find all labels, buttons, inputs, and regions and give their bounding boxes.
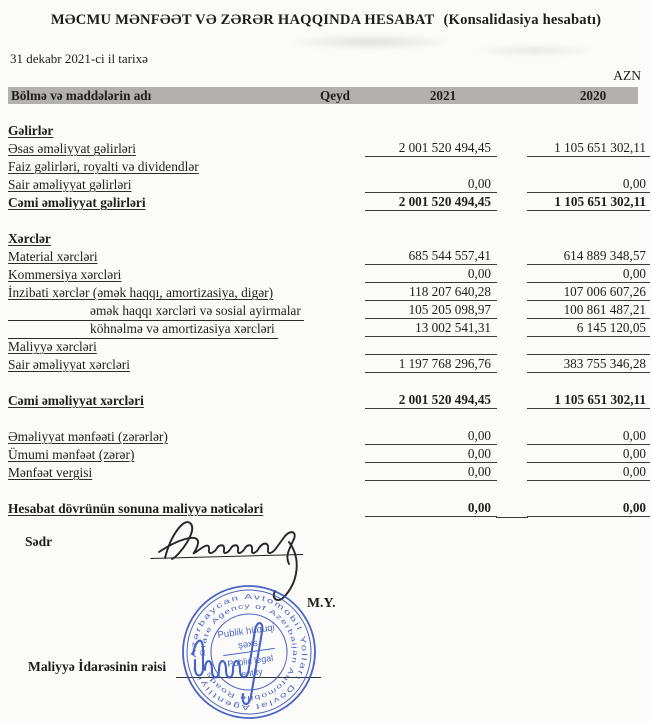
row-value-2020: 1 105 651 302,11	[527, 140, 650, 157]
stamp-center-line4: entity	[240, 666, 264, 680]
row-label: Sair əməliyyat gəlirləri	[8, 177, 132, 192]
column-header-note: Qeyd	[319, 88, 351, 103]
row-label: Hesabat dövrünün sonuna maliyyə nəticələri	[8, 501, 264, 516]
table-row-spacer	[0, 482, 652, 500]
row-value-2020: 0,00	[527, 464, 650, 481]
row-label: Kommersiya xərcləri	[8, 267, 122, 282]
stamp-center-line3: Public legal	[226, 652, 274, 670]
row-value-2020	[527, 338, 650, 355]
table-header-bar	[8, 87, 638, 104]
row-value-2021: 0,00	[365, 464, 497, 481]
row-label: Faiz gəlirləri, royalti və dividendlər	[8, 159, 199, 174]
scan-smudge	[470, 44, 600, 57]
row-value-2020: 1 105 651 302,11	[527, 194, 650, 211]
table-row	[0, 122, 652, 140]
table-row	[0, 158, 652, 176]
table-row	[0, 230, 652, 248]
row-value-2020: 0,00	[527, 500, 650, 517]
stamp-center-line2: şəxs	[237, 637, 259, 652]
row-value-2021: 0,00	[365, 266, 497, 283]
finance-head-label: Maliyyə İdarəsinin rəisi	[28, 659, 167, 674]
row-label: Cəmi əməliyyat xərcləri	[8, 393, 144, 408]
row-value-2021: 118 207 640,28	[365, 284, 497, 301]
table-row	[0, 176, 652, 194]
row-label: Cəmi əməliyyat gəlirləri	[8, 195, 146, 210]
table-row	[0, 428, 652, 446]
row-label: Maliyyə xərcləri	[8, 339, 97, 354]
table-row-spacer	[0, 374, 652, 392]
column-header-2020: 2020	[579, 88, 607, 103]
row-value-2020: 614 889 348,57	[527, 248, 650, 265]
table-row-spacer	[0, 410, 652, 428]
table-row-spacer	[0, 212, 652, 230]
row-label: Ümumi mənfəət (zərər)	[8, 447, 135, 462]
table-row	[0, 194, 652, 212]
table-row	[0, 248, 652, 266]
value-line-bridge	[496, 500, 528, 518]
currency-label: AZN	[613, 68, 641, 83]
report-date: 31 dekabr 2021-ci il tarixə	[10, 51, 148, 66]
row-label: İnzibati xərclər (əmək haqqı, amortizasiya, digər)	[8, 285, 274, 300]
column-header-name: Bölmə və maddələrin adı	[11, 88, 152, 103]
row-value-2021: 2 001 520 494,45	[365, 194, 497, 211]
table-row	[0, 464, 652, 482]
row-value-2020: 0,00	[527, 446, 650, 463]
scan-smudge	[285, 34, 455, 50]
table-row	[0, 446, 652, 464]
row-value-2020: 6 145 120,05	[527, 320, 650, 337]
row-value-2020: 0,00	[527, 176, 650, 193]
row-label: Əsas əməliyyat gəlirləri	[8, 141, 136, 156]
row-value-2021	[365, 338, 497, 355]
table-row	[0, 356, 652, 374]
row-value-2021: 685 544 557,41	[365, 248, 497, 265]
chairman-label: Sədr	[25, 534, 53, 549]
report-title-paren: (Konsalidasiya hesabatı)	[443, 12, 602, 28]
row-value-2020: 383 755 346,28	[527, 356, 650, 373]
row-value-2021: 2 001 520 494,45	[365, 392, 497, 409]
stamp-inner-ring-text: State Agency of Azerbaijan Automobile Roads *	[199, 602, 299, 702]
table-row	[0, 140, 652, 158]
official-stamp	[169, 572, 329, 721]
row-label: Sair əməliyyat xərcləri	[8, 357, 130, 372]
table-row	[0, 266, 652, 284]
table-row	[0, 392, 652, 410]
stamp-outer-ring-text: Azərbaycan Avtomobil Yolları Dövlət Agentliyi *	[188, 591, 310, 713]
row-value-2021: 13 002 541,31	[365, 320, 497, 337]
stamp-center-line1: Publik hüquqi	[216, 622, 276, 642]
row-value-2021: 1 197 768 296,76	[365, 356, 497, 373]
table-row	[0, 320, 652, 338]
row-label: Əməliyyat mənfəəti (zərərlər)	[8, 429, 168, 444]
row-label: Gəlirlər	[8, 123, 54, 138]
row-value-2021: 2 001 520 494,45	[365, 140, 497, 157]
column-header-2021: 2021	[429, 88, 457, 103]
row-label: Mənfəət vergisi	[8, 465, 93, 480]
row-value-2020: 0,00	[527, 266, 650, 283]
row-value-2020: 107 006 607,26	[527, 284, 650, 301]
seal-abbr-label: M.Y.	[307, 595, 336, 610]
table-row	[0, 338, 652, 356]
table-rows	[0, 122, 652, 518]
page-title	[0, 12, 652, 29]
report-title: MƏCMU MƏNFƏƏT VƏ ZƏRƏR HAQQINDA HESABAT	[50, 12, 435, 28]
row-value-2020: 0,00	[527, 428, 650, 445]
row-label: Material xərcləri	[8, 249, 98, 264]
table-row	[0, 284, 652, 302]
row-label: əmək haqqı xərcləri və sosial ayirmalar	[8, 303, 304, 321]
table-row	[0, 302, 652, 320]
row-value-2021: 0,00	[365, 428, 497, 445]
row-value-2021: 0,00	[365, 446, 497, 463]
row-value-2021: 105 205 098,97	[365, 302, 497, 319]
row-value-2021: 0,00	[365, 176, 497, 193]
row-label: Xərclər	[8, 231, 51, 246]
table-row	[0, 500, 652, 518]
row-value-2020: 100 861 487,21	[527, 302, 650, 319]
row-value-2021: 0,00	[365, 500, 497, 517]
row-label: köhnəlmə və amortizasiya xərcləri	[8, 321, 278, 339]
row-value-2020: 1 105 651 302,11	[527, 392, 650, 409]
